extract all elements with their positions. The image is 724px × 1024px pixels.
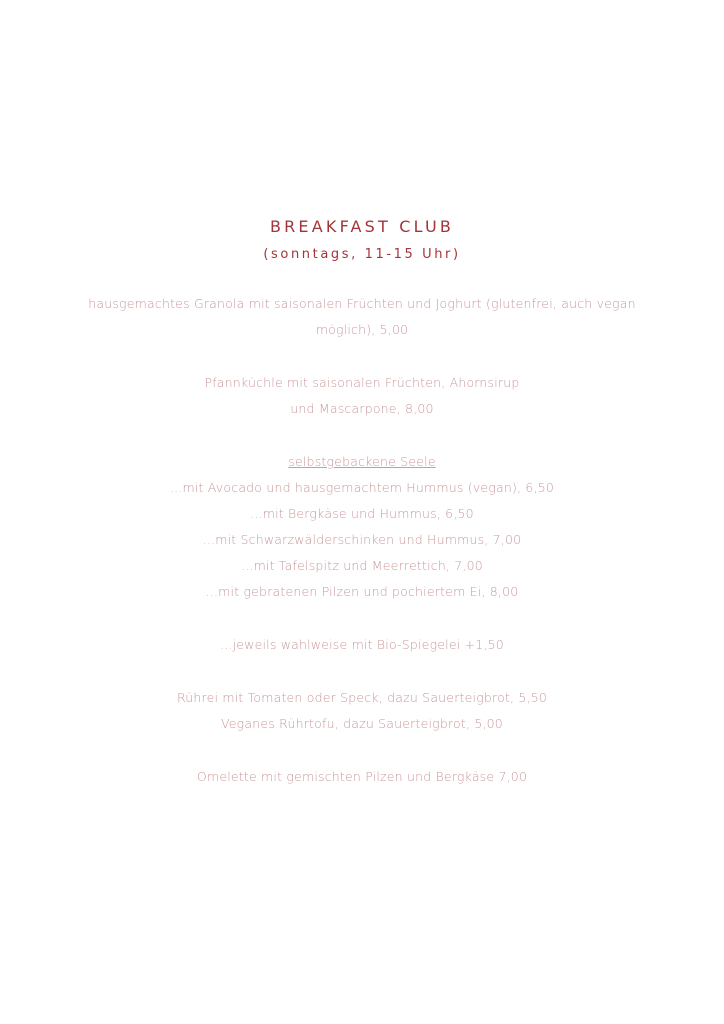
- menu-item-seele: ...mit Avocado und hausgemachtem Hummus (vegan), 6,50: [169, 480, 555, 495]
- menu-item-seele: ...mit Bergkäse und Hummus, 6,50: [250, 506, 474, 521]
- menu-item-ruehrtofu: Veganes Rührtofu, dazu Sauerteigbrot, 5,00: [221, 716, 503, 731]
- menu-title: BREAKFAST CLUB: [269, 217, 455, 236]
- menu-item-pfannkuchen: Pfannküchle mit saisonalen Früchten, Ahornsirup: [204, 375, 520, 390]
- menu-item-extra: ...jeweils wahlweise mit Bio-Spiegelei +1,50: [220, 637, 504, 652]
- menu-item-ruehrei: Rührei mit Tomaten oder Speck, dazu Sauerteigbrot, 5,50: [176, 690, 548, 705]
- menu-item-seele: ...mit gebratenen Pilzen und pochiertem Ei, 8,00: [205, 584, 519, 599]
- menu-item-seele: ...mit Tafelspitz und Meerrettich, 7,00: [241, 558, 483, 573]
- menu-item-omelette: Omelette mit gemischten Pilzen und Bergkäse 7,00: [196, 769, 528, 784]
- section-heading-seele: selbstgebackene Seele: [288, 454, 436, 469]
- menu-subtitle: (sonntags, 11-15 Uhr): [263, 247, 461, 262]
- menu-item-granola: hausgemachtes Granola mit saisonalen Früchten und Joghurt (glutenfrei, auch vegan: [88, 296, 636, 311]
- menu-item-granola-price: möglich), 5,00: [315, 322, 409, 337]
- breakfast-menu: [0, 214, 724, 790]
- menu-item-pfannkuchen-price: und Mascarpone, 8,00: [290, 401, 434, 416]
- menu-item-seele: ...mit Schwarzwälderschinken und Hummus, 7,00: [202, 532, 522, 547]
